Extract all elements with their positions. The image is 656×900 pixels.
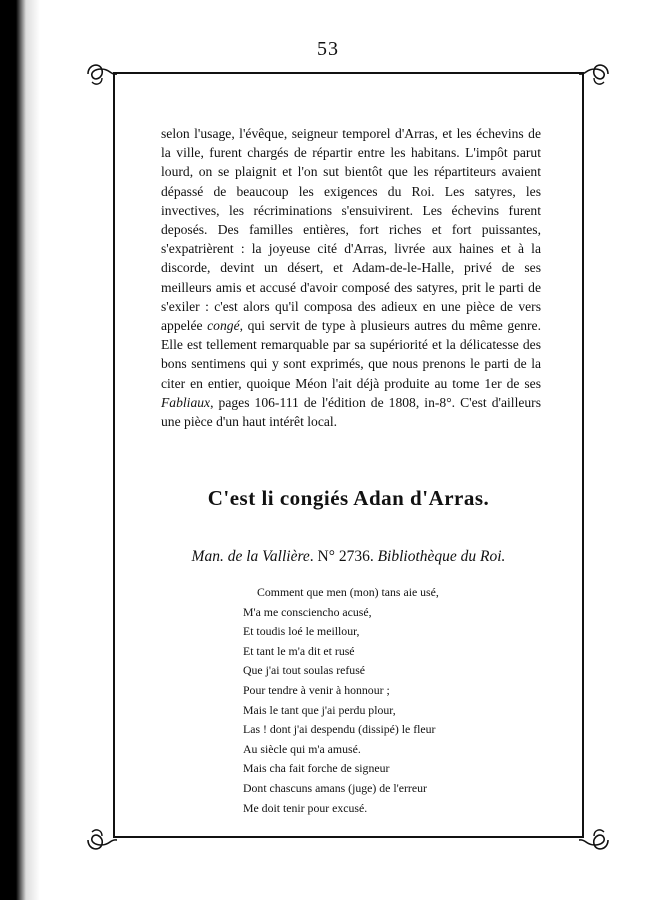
manuscript-number: . N° 2736.	[309, 548, 374, 565]
poem-line: Que j'ai tout soulas refusé	[243, 663, 366, 678]
scan-page-edge	[0, 0, 40, 900]
poem-title: C'est li congiés Adan d'Arras.	[207, 486, 490, 510]
poem-line: Las ! dont j'ai despendu (dissipé) le fleur	[243, 722, 436, 737]
poem-line: Comment que men (mon) tans aie usé,	[257, 585, 439, 599]
poem-line: Au siècle qui m'a amusé.	[243, 741, 361, 756]
conge-term: congé	[207, 318, 240, 334]
paragraph-text	[161, 124, 541, 431]
fabliaux-title: Fabliaux	[161, 394, 211, 410]
poem-line: M'a me consciencho acusé,	[243, 604, 372, 619]
poem-line: Mais le tant que j'ai perdu plour,	[243, 702, 396, 717]
manuscript-collection: Vallière	[262, 548, 310, 565]
prose-part-1: selon l'usage, l'évêque, seigneur temporel d'Arras, et les échevins de la ville, furent chargés de répartir entre les habitans. L'impôt parut lourd, on se plaignit et l'on sut bientôt que les répartiteurs avaient dépassé de beaucoup les exigences du Roi. Les satyres, les invectives, les récriminations s'ensuivirent. Les échevins furent deposés. Des familles entières, fort riches et fort puissantes, s'expatrièrent : la joyeuse cité d'Arras, livrée aux haines et à la discorde, devint un désert, et Adam-de-le-Halle, privé de ses meilleurs amis et accusé d'avoir composé des satyres, prit le parti de s'exiler : c'est alors qu'il composa des adieux en une pièce de vers appelée	[161, 126, 541, 334]
poem-line: Mais cha fait forche de signeur	[243, 761, 390, 776]
poem-line: Me doit tenir pour excusé.	[243, 800, 368, 815]
poem-line: Et tant le m'a dit et rusé	[243, 643, 355, 658]
corner-flourish-icon	[578, 826, 612, 854]
poem-line: Dont chascuns amans (juge) de l'erreur	[243, 780, 427, 795]
poem-verses	[243, 583, 543, 818]
prose-part-2: , qui servit de type à plusieurs autres du même genre. Elle est tellement remarquable par sa supériorité et la délicatesse des bons sentimens qui y sont exprimés, que nous prenons le parti de la citer en entier, quoique Méon l'ait déjà produite au tome 1er de ses	[161, 318, 541, 391]
manuscript-prefix: Man. de la	[191, 548, 259, 565]
poem-line: Et toudis loé le meillour,	[243, 624, 360, 639]
poem-line: Pour tendre à venir à honnour ;	[243, 682, 390, 697]
manuscript-reference	[113, 548, 584, 566]
body-paragraph	[161, 124, 541, 431]
corner-flourish-icon	[84, 826, 118, 854]
page-number: 53	[317, 38, 339, 60]
corner-flourish-icon	[84, 60, 118, 88]
manuscript-library: Bibliothèque du Roi.	[377, 548, 506, 565]
corner-flourish-icon	[578, 60, 612, 88]
prose-part-3: , pages 106-111 de l'édition de 1808, in-8°. C'est d'ailleurs une pièce d'un haut intérêt local.	[161, 394, 541, 430]
